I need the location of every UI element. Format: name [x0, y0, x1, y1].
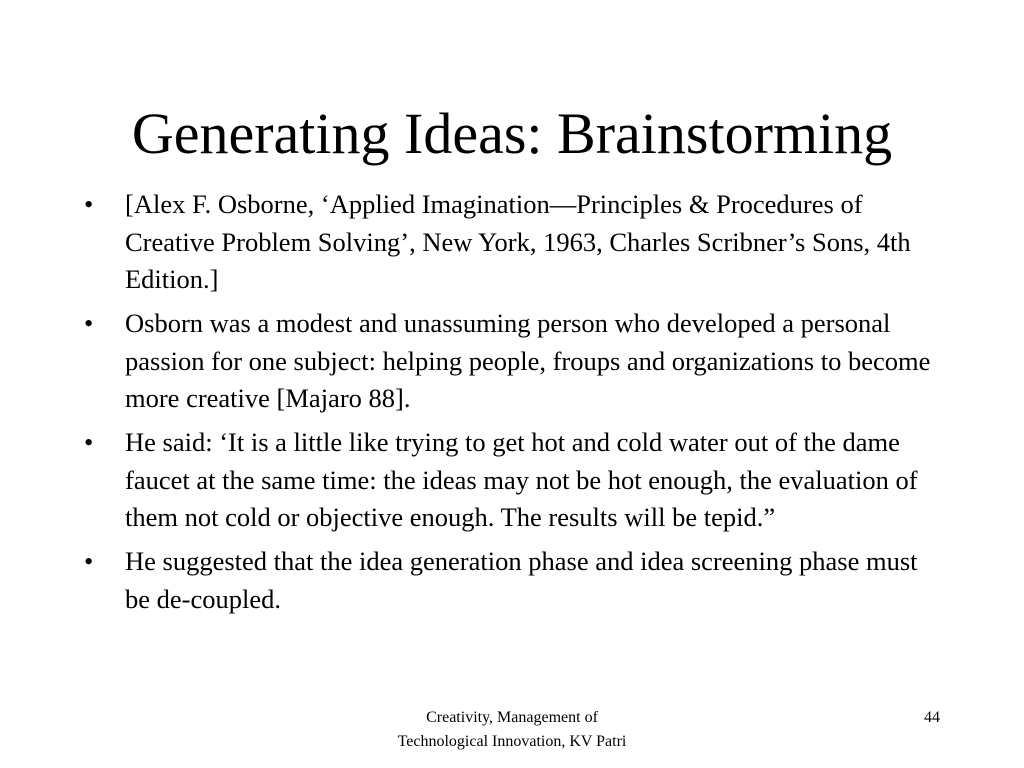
footer-line-2: Technological Innovation, KV Patri [397, 733, 627, 750]
bullet-text: Osborn was a modest and unassuming person who developed a personal passion for one subject: helping people, froups and organizations to become more creative [Majaro 88]. [125, 308, 931, 413]
bullet-icon: • [84, 189, 94, 219]
bullet-icon: • [84, 427, 94, 457]
bullet-icon: • [84, 546, 94, 576]
bullet-item [84, 186, 944, 299]
footer-text [312, 706, 712, 754]
bullet-item [84, 305, 944, 418]
bullet-text: He suggested that the idea generation phase and idea screening phase must be de-coupled. [125, 546, 918, 614]
slide-title: Generating Ideas: Brainstorming [131, 101, 893, 166]
bullet-list [84, 186, 944, 625]
bullet-item [84, 424, 944, 537]
footer-line-1: Creativity, Management of [426, 709, 598, 726]
bullet-text: [Alex F. Osborne, ‘Applied Imagination—Principles & Procedures of Creative Problem Solving’, New York, 1963, Charles Scribner’s Sons, 4th Edition.] [125, 189, 911, 294]
bullet-item [84, 543, 944, 618]
page-number: 44 [924, 709, 940, 726]
bullet-text: He said: ‘It is a little like trying to get hot and cold water out of the dame faucet at the same time: the ideas may not be hot enough, the evaluation of them not cold or objective enough. The results will be tepid.” [125, 427, 918, 532]
bullet-icon: • [84, 308, 94, 338]
